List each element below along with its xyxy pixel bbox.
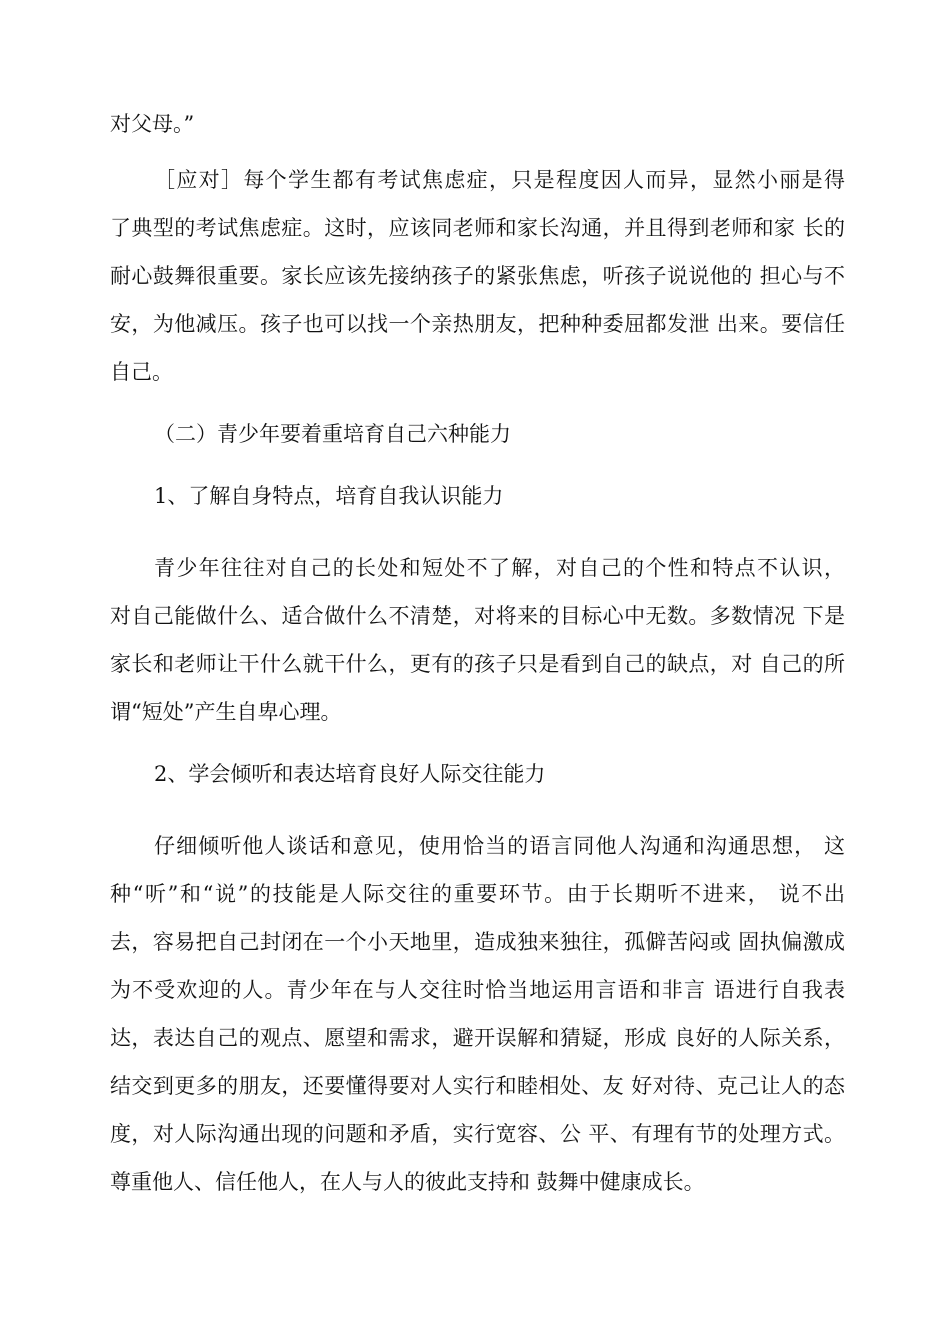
text-line: 青少年往往对自己的长处和短处不了解，对自己的个性和特点不认识， [154,556,845,580]
text-line: 结交到更多的朋友，还要懂得要对人实行和睦相处、友 好对待、克己让人的态 [110,1074,845,1098]
section-heading: （二）青少年要着重培育自己六种能力 [154,422,511,446]
text-line: 自己。 [110,360,173,384]
document-page [110,100,845,1206]
text-line: 达，表达自己的观点、愿望和需求，避开误解和猜疑，形成 良好的人际关系， [110,1026,845,1050]
subsection-heading: 2、学会倾听和表达培育良好人际交往能力 [154,762,546,786]
text-line: 尊重他人、信任他人，在人与人的彼此支持和 鼓舞中健康成长。 [110,1170,705,1194]
paragraph-response [110,156,845,396]
text-line: 度，对人际沟通出现的问题和矛盾，实行宽容、公 平、有理有节的处理方式。 [110,1122,845,1146]
text-line: 安，为他减压。孩子也可以找一个亲热朋友，把种种委屈都发泄 出来。要信任 [110,312,845,336]
paragraph-continuation [110,100,845,148]
text-line: ［应对］每个学生都有考试焦虑症，只是程度因人而异，显然小丽是得 [154,168,845,192]
text-line: 种“听”和“说”的技能是人际交往的重要环节。由于长期听不进来， 说不出 [110,882,845,906]
text-line: 耐心鼓舞很重要。家长应该先接纳孩子的紧张焦虑，听孩子说说他的 担心与不 [110,264,845,288]
text-line: 仔细倾听他人谈话和意见，使用恰当的语言同他人沟通和沟通思想， 这 [154,834,845,858]
text-line: 为不受欢迎的人。青少年在与人交往时恰当地运用言语和非言 语进行自我表 [110,978,845,1002]
paragraph-self-awareness [110,544,845,736]
text-line: 了典型的考试焦虑症。这时，应该同老师和家长沟通，并且得到老师和家 长的 [110,216,845,240]
text-line: 对自己能做什么、适合做什么不清楚，对将来的目标心中无数。多数情况 下是 [110,604,845,628]
text-line: 家长和老师让干什么就干什么，更有的孩子只是看到自己的缺点，对 自己的所 [110,652,845,676]
text-line: 对父母。” [110,112,195,136]
paragraph-interpersonal [110,822,845,1206]
text-line: 谓“短处”产生自卑心理。 [110,700,342,724]
text-line: 去，容易把自己封闭在一个小天地里，造成独来独往，孤僻苦闷或 固执偏激成 [110,930,845,954]
subsection-heading: 1、了解自身特点，培育自我认识能力 [154,484,504,508]
